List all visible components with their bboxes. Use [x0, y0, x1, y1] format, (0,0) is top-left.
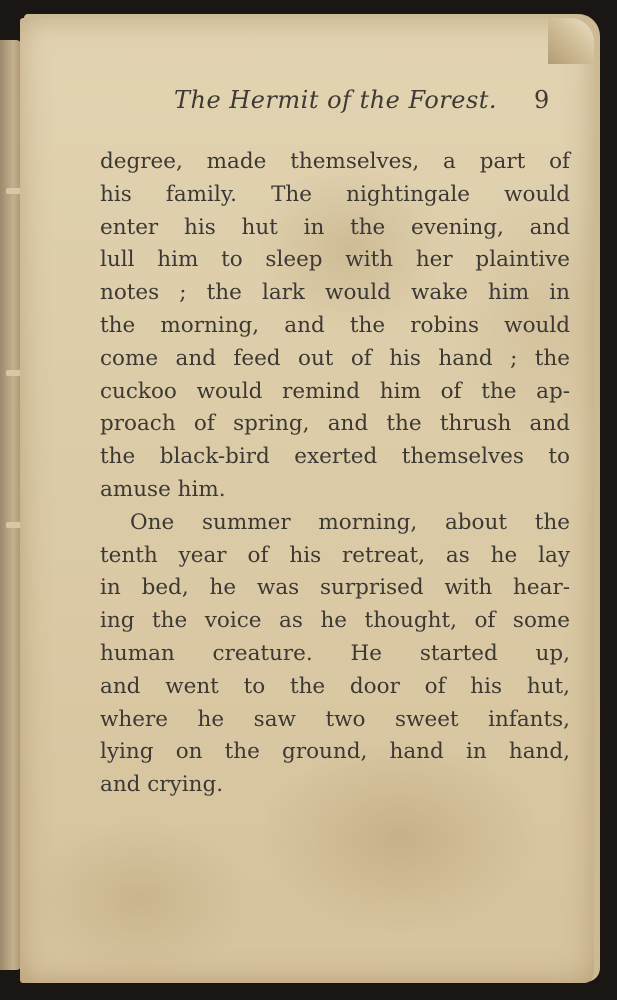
- text-line: lying on the ground, hand in hand,: [100, 739, 570, 765]
- text-line: degree, made themselves, a part of: [100, 149, 570, 174]
- paragraph: [100, 507, 570, 802]
- text-line: and crying.: [100, 772, 224, 798]
- text-line: tenth year of his retreat, as he lay: [100, 542, 570, 568]
- page-number: 9: [534, 86, 550, 114]
- book-page: [20, 18, 594, 983]
- text-line: the morning, and the robins would: [100, 312, 570, 338]
- text-line: his family. The nightingale would: [100, 181, 570, 207]
- paragraph: [100, 146, 570, 507]
- text-line: the black-bird exerted themselves to: [100, 444, 570, 470]
- running-head: [20, 86, 594, 126]
- text-line: enter his hut in the evening, and: [100, 214, 570, 240]
- text-line: human creature. He started up,: [100, 640, 570, 666]
- text-line: and went to the door of his hut,: [100, 673, 570, 699]
- text-line: One summer morning, about the: [130, 509, 570, 535]
- text-line: in bed, he was surprised with hear-: [100, 575, 570, 601]
- text-line: notes ; the lark would wake him in: [100, 280, 570, 306]
- text-line: cuckoo would remind him of the ap-: [100, 378, 570, 404]
- text-line: come and feed out of his hand ; the: [100, 345, 570, 371]
- dog-ear-corner: [548, 18, 594, 64]
- text-line: proach of spring, and the thrush and: [100, 411, 570, 437]
- text-line: ing the voice as he thought, of some: [100, 608, 570, 634]
- text-line: amuse him.: [100, 476, 226, 502]
- text-line: where he saw two sweet infants,: [100, 706, 570, 732]
- text-line: lull him to sleep with her plaintive: [100, 247, 570, 273]
- body-text: [100, 146, 570, 802]
- left-page-edge: [0, 40, 22, 970]
- running-head-title: The Hermit of the Forest.: [174, 86, 498, 114]
